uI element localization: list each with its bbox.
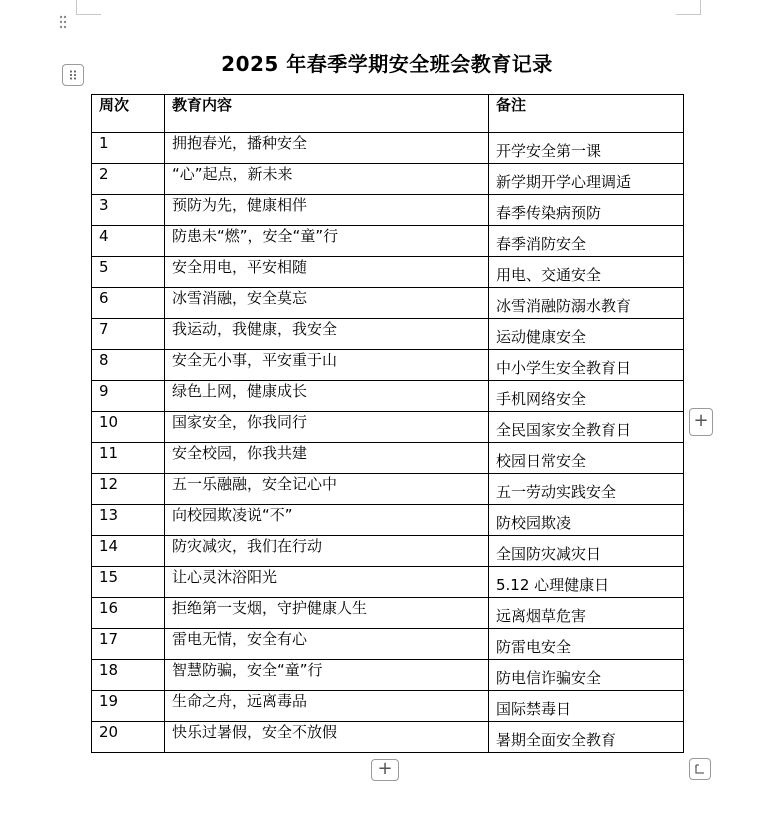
table-row [92,350,684,381]
cell-note[interactable]: 防电信诈骗安全 [489,660,684,691]
add-column-button[interactable] [689,408,713,436]
cell-content[interactable]: 预防为先，健康相伴 [165,195,489,226]
cell-content[interactable]: 安全无小事，平安重于山 [165,350,489,381]
table-row [92,133,684,164]
page-corner-mark-right [676,0,701,15]
cell-week[interactable]: 12 [92,474,165,505]
cell-content[interactable]: 拥抱春光，播种安全 [165,133,489,164]
cell-note[interactable]: 手机网络安全 [489,381,684,412]
cell-note[interactable]: 暑期全面安全教育 [489,722,684,753]
cell-note[interactable]: 全国防灾减灾日 [489,536,684,567]
cell-note[interactable]: 5.12 心理健康日 [489,567,684,598]
header-note[interactable]: 备注 [489,95,684,133]
cell-content[interactable]: 防患未“燃”，安全“童”行 [165,226,489,257]
cell-week[interactable]: 10 [92,412,165,443]
table-resize-handle[interactable] [689,758,711,780]
table-row [92,536,684,567]
cell-week[interactable]: 5 [92,257,165,288]
plus-icon: + [377,758,393,779]
cell-week[interactable]: 7 [92,319,165,350]
table-row [92,412,684,443]
cell-week[interactable]: 8 [92,350,165,381]
table-row [92,381,684,412]
cell-content[interactable]: 快乐过暑假，安全不放假 [165,722,489,753]
table-row [92,443,684,474]
header-week[interactable]: 周次 [92,95,165,133]
cell-week[interactable]: 3 [92,195,165,226]
table-row [92,195,684,226]
add-row-button[interactable] [371,759,399,781]
cell-week[interactable]: 17 [92,629,165,660]
table-row [92,629,684,660]
page-title: 2025 年春季学期安全班会教育记录 [221,52,553,76]
cell-note[interactable]: 国际禁毒日 [489,691,684,722]
cell-week[interactable]: 19 [92,691,165,722]
cell-content[interactable]: 向校园欺凌说“不” [165,505,489,536]
cell-content[interactable]: 生命之舟，远离毒品 [165,691,489,722]
resize-corner-icon [695,764,705,774]
cell-week[interactable]: 13 [92,505,165,536]
cell-week[interactable]: 16 [92,598,165,629]
cell-content[interactable]: 让心灵沐浴阳光 [165,567,489,598]
cell-note[interactable]: 校园日常安全 [489,443,684,474]
cell-content[interactable]: 国家安全，你我同行 [165,412,489,443]
table-row [92,474,684,505]
cell-note[interactable]: 春季传染病预防 [489,195,684,226]
table-row [92,722,684,753]
cell-week[interactable]: 9 [92,381,165,412]
cell-note[interactable]: 中小学生安全教育日 [489,350,684,381]
cell-content[interactable]: 五一乐融融，安全记心中 [165,474,489,505]
table-row [92,567,684,598]
cell-week[interactable]: 6 [92,288,165,319]
header-content[interactable]: 教育内容 [165,95,489,133]
cell-content[interactable]: 我运动，我健康，我安全 [165,319,489,350]
table-row [92,288,684,319]
cell-note[interactable]: 防校园欺凌 [489,505,684,536]
cell-week[interactable]: 1 [92,133,165,164]
table-row [92,660,684,691]
page-corner-mark-left [76,0,101,15]
cell-note[interactable]: 防雷电安全 [489,629,684,660]
cell-content[interactable]: 防灾减灾，我们在行动 [165,536,489,567]
cell-week[interactable]: 14 [92,536,165,567]
table-row [92,257,684,288]
table-row [92,598,684,629]
cell-week[interactable]: 18 [92,660,165,691]
cell-note[interactable]: 冰雪消融防溺水教育 [489,288,684,319]
plus-icon: + [693,410,709,431]
cell-content[interactable]: 冰雪消融，安全莫忘 [165,288,489,319]
table-row [92,691,684,722]
cell-week[interactable]: 11 [92,443,165,474]
cell-content[interactable]: 智慧防骗，安全“童”行 [165,660,489,691]
cell-content[interactable]: 雷电无情，安全有心 [165,629,489,660]
drag-handle-icon[interactable] [58,14,68,32]
cell-note[interactable]: 开学安全第一课 [489,133,684,164]
cell-week[interactable]: 4 [92,226,165,257]
cell-note[interactable]: 用电、交通安全 [489,257,684,288]
cell-content[interactable]: 安全校园，你我共建 [165,443,489,474]
cell-week[interactable]: 2 [92,164,165,195]
cell-note[interactable]: 春季消防安全 [489,226,684,257]
table-header-row [92,95,684,133]
cell-note[interactable]: 新学期开学心理调适 [489,164,684,195]
table-row [92,226,684,257]
cell-week[interactable]: 20 [92,722,165,753]
cell-content[interactable]: 拒绝第一支烟，守护健康人生 [165,598,489,629]
cell-content[interactable]: “心”起点，新未来 [165,164,489,195]
cell-note[interactable]: 远离烟草危害 [489,598,684,629]
cell-content[interactable]: 安全用电，平安相随 [165,257,489,288]
cell-content[interactable]: 绿色上网，健康成长 [165,381,489,412]
cell-week[interactable]: 15 [92,567,165,598]
table-row [92,505,684,536]
table-row [92,319,684,350]
cell-note[interactable]: 运动健康安全 [489,319,684,350]
cell-note[interactable]: 五一劳动实践安全 [489,474,684,505]
table-row [92,164,684,195]
cell-note[interactable]: 全民国家安全教育日 [489,412,684,443]
education-record-table [91,94,684,753]
